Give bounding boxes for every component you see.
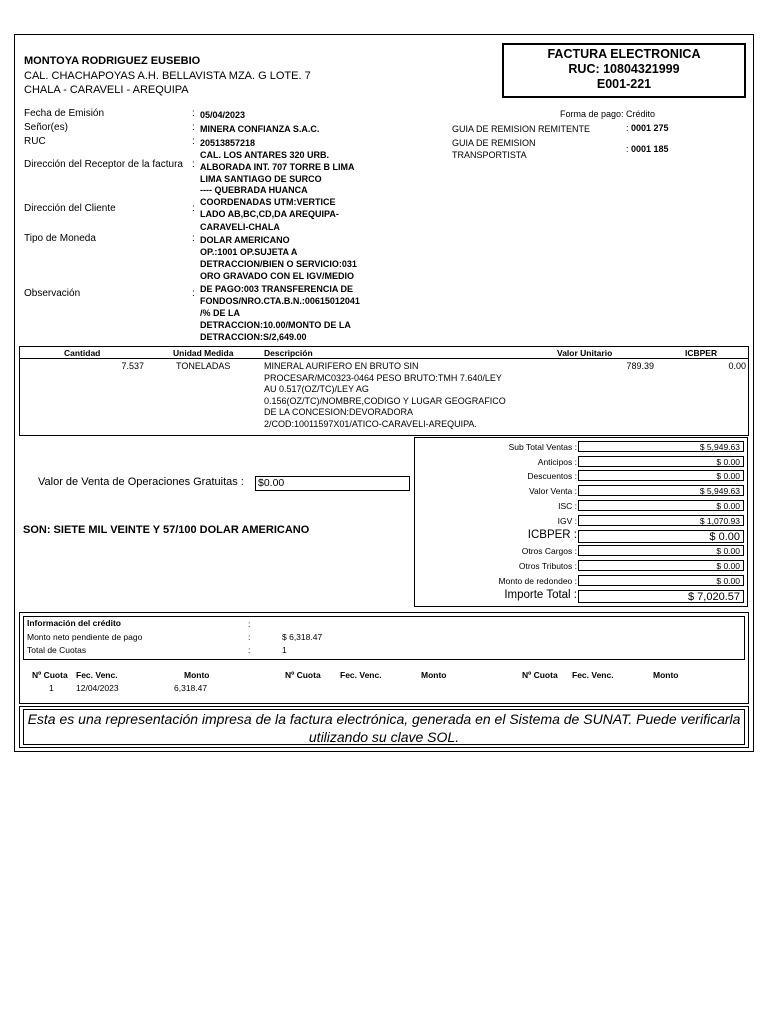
colon: : xyxy=(248,645,251,655)
credit-cuotas-value: 1 xyxy=(282,645,287,655)
guia-transportista-label: GUIA DE REMISION TRANSPORTISTA xyxy=(452,138,536,160)
fec-venc-header: Fec. Venc. xyxy=(572,670,614,680)
item-descripcion: MINERAL AURIFERO EN BRUTO SIN PROCESAR/MC0323-0464 PESO BRUTO:TMH 7.640/LEY AU 0.517(OZ/TC)/LEY AG 0.156(OZ/TC)/NOMBRE,CODIGO Y LUGAR GEOGRAFICO DE LA CONCESION:DEVORADORA 2/COD:10011597X01/ATICO-CARAVELI-AREQUIPA. xyxy=(264,361,506,429)
col-unidad: Unidad Medida xyxy=(173,348,234,358)
forma-pago: Forma de pago: Crédito xyxy=(560,109,656,119)
colon: : xyxy=(192,108,195,119)
observacion-label: Observación xyxy=(24,288,81,299)
item-unidad: TONELADAS xyxy=(176,361,231,371)
ruc-label: RUC xyxy=(24,136,46,147)
dir-receptor-value: CAL. LOS ANTARES 320 URB. ALBORADA INT. 707 TORRE B LIMA LIMA SANTIAGO DE SURCO xyxy=(200,150,355,185)
cuota-number: 1 xyxy=(49,683,54,693)
guia-remitente-value: : 0001 275 xyxy=(626,123,669,133)
colon: : xyxy=(248,632,251,642)
importe-total-row: Importe Total : $ 7,020.57 xyxy=(415,590,749,602)
document-number: E001-221 xyxy=(596,77,652,91)
total-row: Anticipos : $ 0.00 xyxy=(415,456,749,468)
fec-venc-header: Fec. Venc. xyxy=(76,670,118,680)
dir-receptor-label: Dirección del Receptor de la factura xyxy=(24,159,183,170)
item-cantidad: 7.537 xyxy=(121,361,144,371)
cuota-header: Nº Cuota xyxy=(32,670,68,680)
total-row: IGV : $ 1,070.93 xyxy=(415,515,749,527)
document-id-box xyxy=(502,43,746,98)
credit-monto-label: Monto neto pendiente de pago xyxy=(27,632,143,642)
footer-notice: Esta es una representación impresa de la factura electrónica, generada en el Sistema de SUNAT. Puede verificarla utilizando su clave SOL. xyxy=(23,709,745,745)
cuota-header: Nº Cuota xyxy=(522,670,558,680)
colon: : xyxy=(192,159,195,170)
senor-value: MINERA CONFIANZA S.A.C. xyxy=(200,124,320,134)
total-row: Otros Tributos : $ 0.00 xyxy=(415,560,749,572)
monto-header: Monto xyxy=(184,670,210,680)
fecha-label: Fecha de Emisión xyxy=(24,108,105,119)
credit-cuotas-label: Total de Cuotas xyxy=(27,645,87,655)
total-row: ICBPER : $ 0.00 xyxy=(415,530,749,542)
col-descripcion: Descripción xyxy=(264,348,313,358)
items-table-header xyxy=(19,346,749,359)
gratuitas-value: $0.00 xyxy=(255,476,410,491)
monto-header: Monto xyxy=(653,670,679,680)
issuer-address-2: CHALA - CARAVELI - AREQUIPA xyxy=(24,84,189,96)
observacion-value: OP.:1001 OP.SUJETA A DETRACCION/BIEN O SERVICIO:031 ORO GRAVADO CON EL IGV/MEDIO DE PAGO:003 TRANSFERENCIA DE FONDOS/NRO.CTA.B.N.:00615012041 /% DE LA DETRACCION:10.00/MONTO DE LA DETRACCION:S/2,649.00 xyxy=(200,247,360,343)
colon: : xyxy=(192,233,195,244)
moneda-value: DOLAR AMERICANO xyxy=(200,235,290,245)
col-valor-unitario: Valor Unitario xyxy=(557,348,613,358)
total-row: Sub Total Ventas : $ 5,949.63 xyxy=(415,441,749,453)
colon: : xyxy=(192,203,195,214)
amount-in-words: SON: SIETE MIL VEINTE Y 57/100 DOLAR AMERICANO xyxy=(23,524,310,536)
colon: : xyxy=(248,619,251,629)
monto-header: Monto xyxy=(421,670,447,680)
gratuitas-label: Valor de Venta de Operaciones Gratuitas : xyxy=(38,476,244,488)
cuota-monto: 6,318.47 xyxy=(174,683,208,693)
cuota-fecha: 12/04/2023 xyxy=(76,683,119,693)
credit-title: Información del crédito xyxy=(27,618,121,628)
total-row: ISC : $ 0.00 xyxy=(415,500,749,512)
fecha-value: 05/04/2023 xyxy=(200,110,246,120)
dir-cliente-label: Dirección del Cliente xyxy=(24,203,116,214)
colon: : xyxy=(192,136,195,147)
cuota-header: Nº Cuota xyxy=(285,670,321,680)
guia-remitente-label: GUIA DE REMISION REMITENTE xyxy=(452,124,591,134)
totals-box xyxy=(414,437,748,607)
total-row: Monto de redondeo : $ 0.00 xyxy=(415,575,749,587)
issuer-name: MONTOYA RODRIGUEZ EUSEBIO xyxy=(24,55,201,67)
document-title: FACTURA ELECTRONICA xyxy=(547,47,701,61)
total-row: Descuentos : $ 0.00 xyxy=(415,470,749,482)
ruc-value: 20513857218 xyxy=(200,138,256,148)
moneda-label: Tipo de Moneda xyxy=(24,233,96,244)
item-valor-unitario: 789.39 xyxy=(626,361,654,371)
col-icbper: ICBPER xyxy=(685,348,718,358)
credit-monto-value: $ 6,318.47 xyxy=(282,632,323,642)
colon: : xyxy=(192,288,195,299)
col-cantidad: Cantidad xyxy=(64,348,101,358)
fec-venc-header: Fec. Venc. xyxy=(340,670,382,680)
document-ruc: RUC: 10804321999 xyxy=(568,62,680,76)
guia-transportista-value: : 0001 185 xyxy=(626,144,669,154)
total-row: Otros Cargos : $ 0.00 xyxy=(415,545,749,557)
senor-label: Señor(es) xyxy=(24,122,68,133)
colon: : xyxy=(192,122,195,133)
issuer-address-1: CAL. CHACHAPOYAS A.H. BELLAVISTA MZA. G LOTE. 7 xyxy=(24,70,311,82)
dir-cliente-value: ---- QUEBRADA HUANCA COORDENADAS UTM:VERTICE LADO AB,BC,CD,DA AREQUIPA- CARAVELI-CHALA xyxy=(200,185,339,232)
item-icbper: 0.00 xyxy=(728,361,746,371)
total-row: Valor Venta : $ 5,949.63 xyxy=(415,485,749,497)
